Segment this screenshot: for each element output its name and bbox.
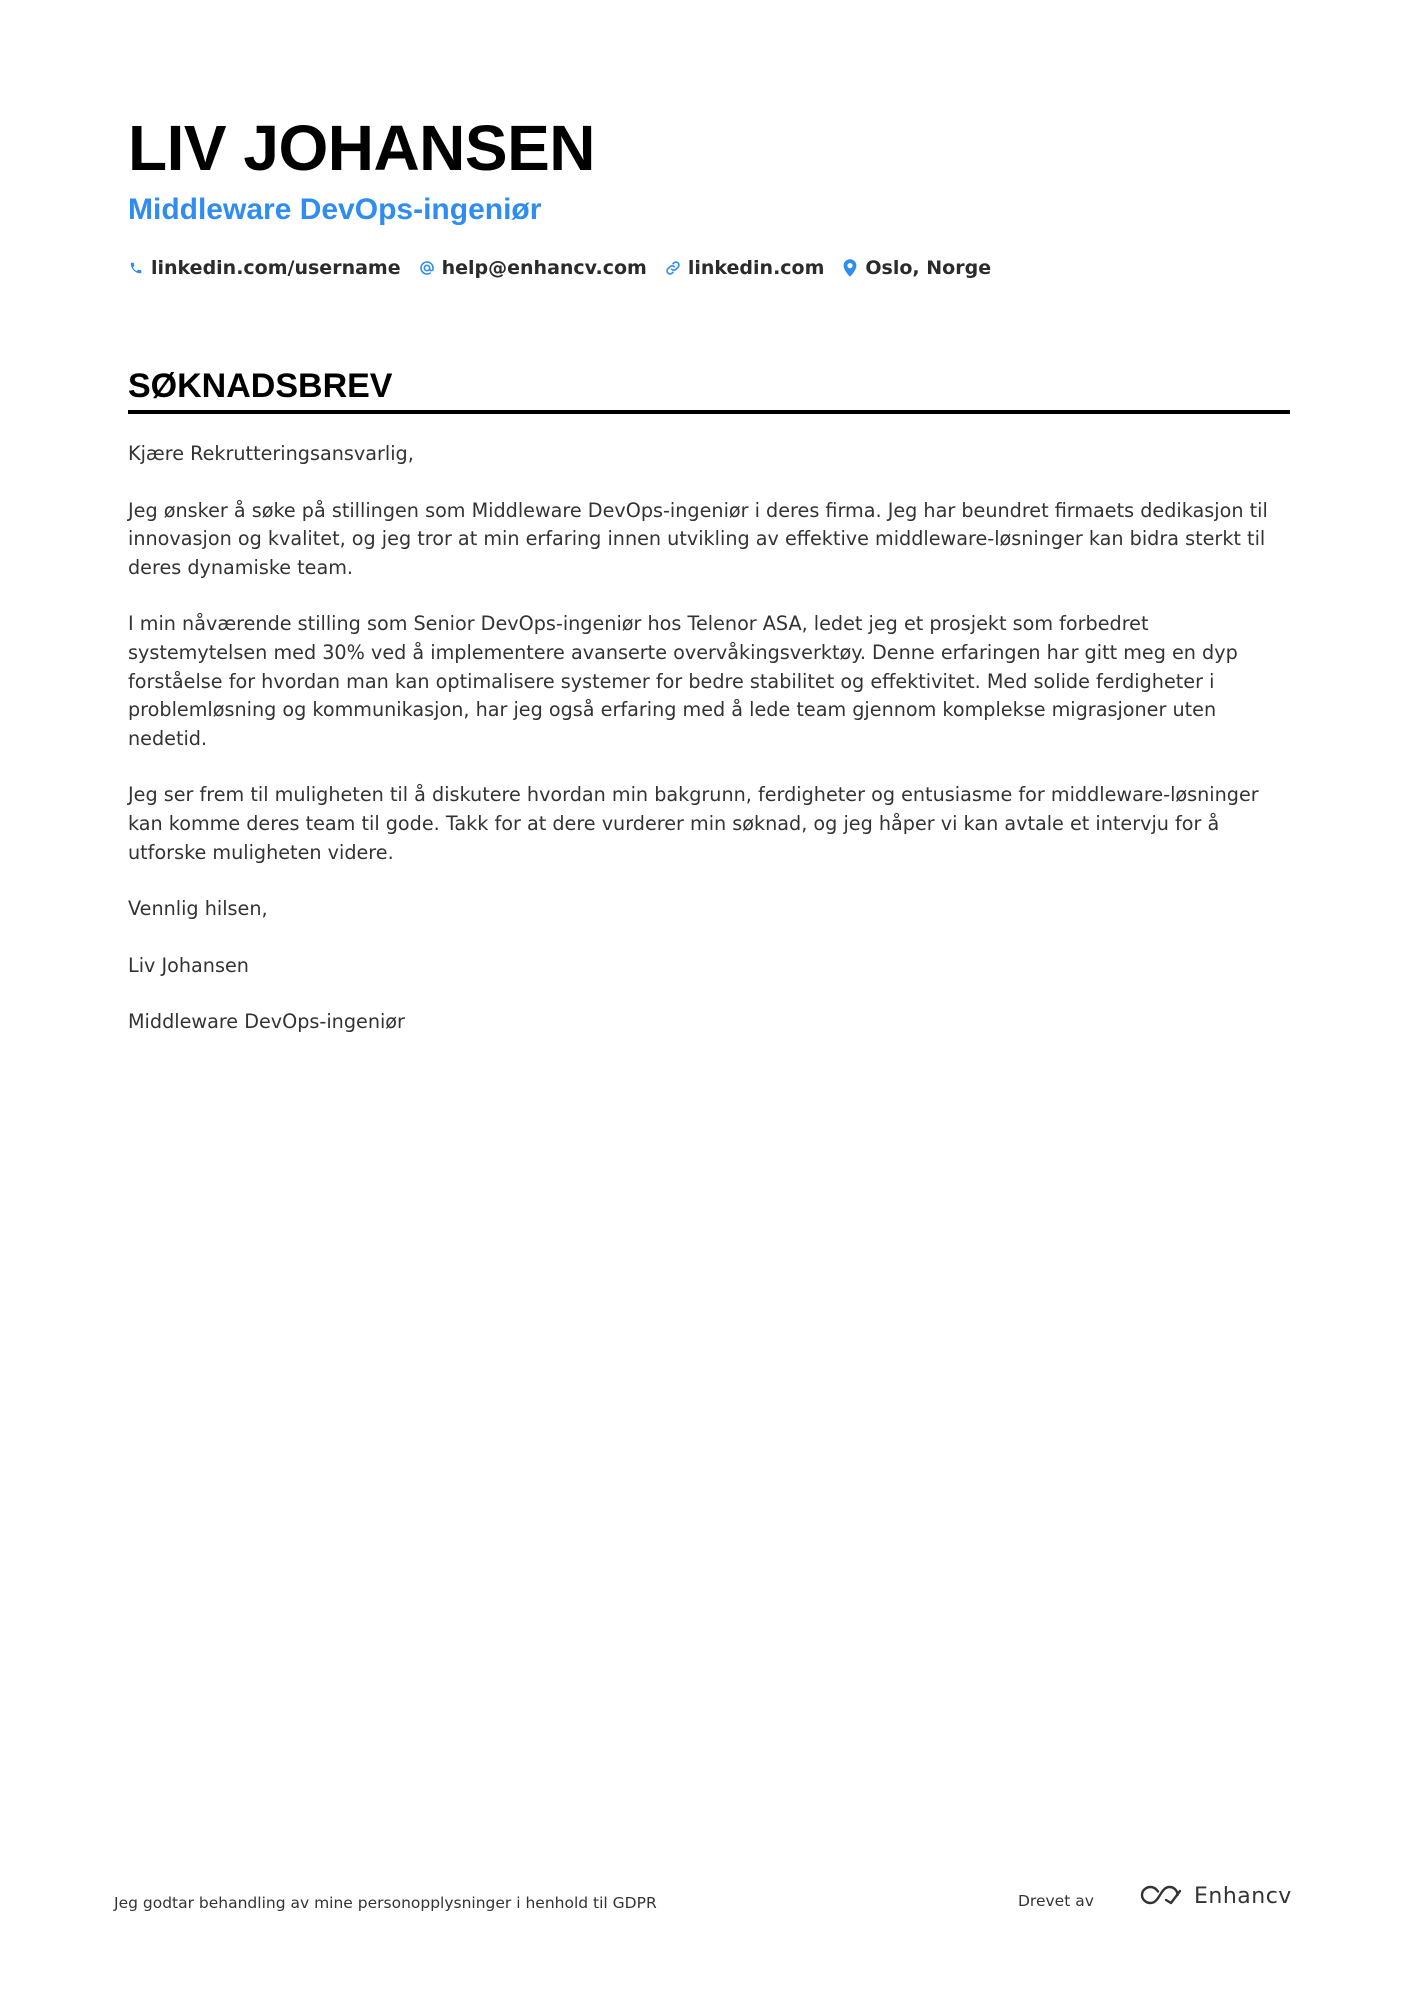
contact-website-text[interactable]: linkedin.com — [687, 257, 825, 279]
letter-paragraph: I min nåværende stilling som Senior DevOps-ingeniør hos Telenor ASA, ledet jeg et prosjekt som forbedret systemytelsen med 30% ved å implementere avanserte overvåkingsverktøy. Denne erfaringen har gitt meg en dyp forståelse for hvordan man kan optimalisere systemer for bedre stabilitet og effektivitet. Med solide ferdigheter i problemløsning og kommunikasjon, har jeg også erfaring med å lede team gjennom komplekse migrasjoner uten nedetid. — [128, 612, 1238, 750]
contact-phone-text: linkedin.com/username — [151, 257, 401, 279]
contact-email[interactable] — [419, 254, 647, 282]
at-icon — [419, 259, 435, 277]
contact-location — [842, 254, 991, 282]
letter-greeting: Kjære Rekrutteringsansvarlig, — [128, 442, 414, 465]
contact-location-text: Oslo, Norge — [865, 257, 992, 279]
candidate-name: LIV JOHANSEN — [128, 112, 595, 184]
location-pin-icon — [842, 259, 858, 277]
signature-title: Middleware DevOps-ingeniør — [128, 1010, 405, 1034]
letter-body — [128, 440, 1290, 1065]
gdpr-consent: Jeg godtar behandling av mine personopplysninger i henhold til GDPR — [114, 1894, 657, 1912]
letter-paragraph: Jeg ønsker å søke på stillingen som Middleware DevOps-ingeniør i deres firma. Jeg har beundret firmaets dedikasjon til innovasjon og kvalitet, og jeg tror at min erfaring innen utvikling av effektive middleware-løsninger kan bidra sterkt til deres dynamiske team. — [128, 498, 1268, 579]
contact-website[interactable] — [665, 254, 825, 282]
section-title: SØKNADSBREV — [128, 367, 393, 405]
letter-paragraph: Jeg ser frem til muligheten til å diskutere hvordan min bakgrunn, ferdigheter og entusiasme for middleware-løsninger kan komme deres team til gode. Takk for at dere vurderer min søknad, og jeg håper vi kan avtale et intervju for å utforske muligheten videre. — [128, 783, 1259, 864]
candidate-role: Middleware DevOps-ingeniør — [128, 193, 542, 226]
enhancv-logo-icon — [1138, 1883, 1184, 1911]
link-icon — [665, 259, 681, 277]
powered-by-label: Drevet av — [1018, 1892, 1094, 1910]
contact-phone — [128, 254, 401, 282]
contact-info — [128, 254, 991, 282]
contact-email-text[interactable]: help@enhancv.com — [441, 257, 647, 279]
enhancv-brand[interactable] — [1138, 1882, 1292, 1912]
enhancv-brand-name: Enhancv — [1194, 1884, 1292, 1909]
letter-closing: Vennlig hilsen, — [128, 897, 268, 921]
phone-icon — [128, 259, 144, 277]
signature-name: Liv Johansen — [128, 953, 249, 977]
section-divider — [128, 410, 1290, 414]
